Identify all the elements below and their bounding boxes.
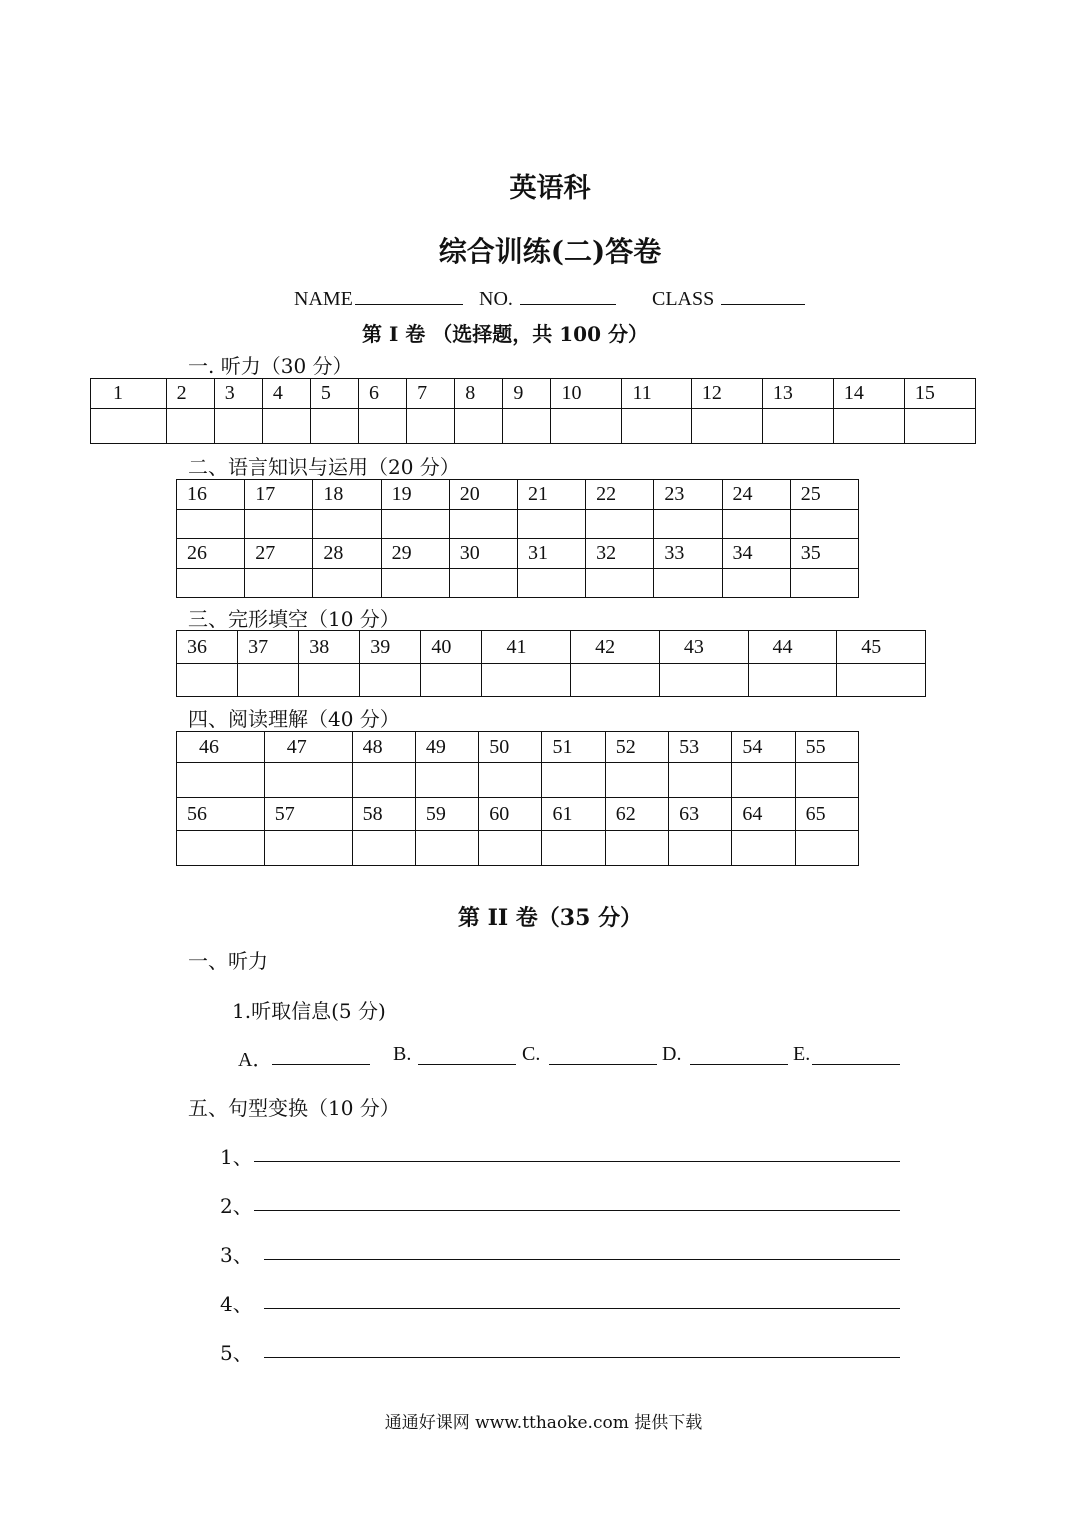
answer-cell[interactable] [264,831,352,866]
answer-cell[interactable] [732,831,795,866]
answer-cell[interactable] [654,510,722,539]
question-number-row [177,539,859,569]
answer-cell[interactable] [177,569,245,598]
answer-row [91,409,976,444]
transform-answer-line[interactable] [264,1308,900,1309]
question-number: 60 [479,798,542,831]
answer-sheet-title: 综合训练(二)答卷 [438,235,662,268]
answer-cell[interactable] [449,569,517,598]
question-number: 59 [415,798,478,831]
option-a-blank[interactable] [272,1064,370,1065]
question-number: 30 [449,539,517,569]
answer-cell[interactable] [299,664,360,697]
question-number: 24 [722,480,790,510]
section-cloze-label: 三、完形填空（10 分） [188,607,400,631]
transform-item-number: 5、 [220,1341,253,1365]
question-number: 52 [605,732,668,763]
class-field[interactable] [652,286,805,311]
answer-cell[interactable] [455,409,503,444]
question-number-row [177,631,926,664]
answer-cell[interactable] [586,510,654,539]
subject-title: 英语科 [509,173,591,204]
option-e-blank[interactable] [812,1064,900,1065]
answer-cell[interactable] [669,831,732,866]
option-d-label: D. [662,1043,682,1065]
answer-cell[interactable] [732,763,795,798]
section-language-label: 二、语言知识与运用（20 分） [188,455,460,479]
answer-cell[interactable] [904,409,975,444]
option-e-label: E. [793,1043,811,1065]
question-number: 58 [352,798,415,831]
question-number: 42 [571,631,660,664]
question-number: 45 [837,631,926,664]
answer-cell[interactable] [264,763,352,798]
question-number: 9 [503,379,551,409]
answer-cell[interactable] [748,664,837,697]
answer-cell[interactable] [245,569,313,598]
question-number: 2 [166,379,214,409]
answer-cell[interactable] [586,569,654,598]
option-b-blank[interactable] [418,1064,516,1065]
question-number: 40 [421,631,482,664]
question-number: 50 [479,732,542,763]
answer-cell[interactable] [669,763,732,798]
question-number: 32 [586,539,654,569]
question-number-row [177,798,859,831]
answer-cell[interactable] [381,569,449,598]
question-number: 37 [238,631,299,664]
answer-cell[interactable] [762,409,833,444]
answer-cell[interactable] [479,831,542,866]
answer-cell[interactable] [359,409,407,444]
answer-cell[interactable] [517,569,585,598]
question-number: 38 [299,631,360,664]
part2-info-label: 1.听取信息(5 分) [232,999,386,1023]
answer-cell[interactable] [245,510,313,539]
answer-cell[interactable] [503,409,551,444]
question-number: 7 [407,379,455,409]
question-number: 27 [245,539,313,569]
question-number: 51 [542,732,605,763]
answer-cell[interactable] [833,409,904,444]
question-number: 21 [517,480,585,510]
question-number-row [177,480,859,510]
question-number: 4 [262,379,310,409]
answer-cell[interactable] [795,831,858,866]
answer-cell[interactable] [238,664,299,697]
transform-answer-line[interactable] [254,1210,900,1211]
answer-grid-cloze [176,630,926,697]
answer-row [177,664,926,697]
answer-cell[interactable] [310,409,358,444]
answer-cell[interactable] [795,763,858,798]
question-number: 53 [669,732,732,763]
answer-cell[interactable] [479,763,542,798]
question-number: 64 [732,798,795,831]
answer-cell[interactable] [352,831,415,866]
question-number: 18 [313,480,381,510]
question-number: 55 [795,732,858,763]
answer-cell[interactable] [177,510,245,539]
question-number: 17 [245,480,313,510]
answer-row [177,831,859,866]
question-number: 49 [415,732,478,763]
question-number: 12 [691,379,762,409]
transform-answer-line[interactable] [264,1259,900,1260]
part1-heading: 第 I 卷 （选择题，共 100 分） [362,322,648,346]
option-c-blank[interactable] [549,1064,657,1065]
answer-cell[interactable] [790,569,858,598]
question-number: 41 [482,631,571,664]
transform-section-label: 五、句型变换（10 分） [188,1096,400,1120]
name-field[interactable] [294,286,463,311]
answer-cell[interactable] [91,409,167,444]
answer-cell[interactable] [542,763,605,798]
question-number: 35 [790,539,858,569]
name-label: NAME [294,288,353,310]
answer-cell[interactable] [482,664,571,697]
question-number: 29 [381,539,449,569]
transform-item-number: 1、 [220,1145,253,1169]
question-number: 43 [659,631,748,664]
transform-item-number: 4、 [220,1292,253,1316]
question-number: 14 [833,379,904,409]
answer-cell[interactable] [415,763,478,798]
answer-cell[interactable] [542,831,605,866]
footer-credit: 通通好课网 www.tthaoke.com 提供下载 [384,1413,703,1433]
transform-answer-line[interactable] [264,1357,900,1358]
number-field[interactable] [479,286,616,311]
question-number: 10 [551,379,622,409]
question-number: 13 [762,379,833,409]
answer-cell[interactable] [722,510,790,539]
question-number: 56 [177,798,265,831]
question-number: 34 [722,539,790,569]
answer-cell[interactable] [381,510,449,539]
answer-cell[interactable] [352,763,415,798]
answer-cell[interactable] [313,569,381,598]
question-number: 15 [904,379,975,409]
question-number: 33 [654,539,722,569]
question-number: 8 [455,379,503,409]
answer-cell[interactable] [214,409,262,444]
answer-cell[interactable] [177,831,265,866]
option-c-label: C. [522,1043,541,1065]
answer-row [177,569,859,598]
question-number: 19 [381,480,449,510]
answer-cell[interactable] [421,664,482,697]
class-label: CLASS [652,288,715,310]
question-number: 28 [313,539,381,569]
answer-cell[interactable] [177,664,238,697]
answer-cell[interactable] [177,763,265,798]
question-number: 31 [517,539,585,569]
question-number: 23 [654,480,722,510]
question-number: 65 [795,798,858,831]
answer-cell[interactable] [551,409,622,444]
question-number: 22 [586,480,654,510]
answer-row [177,510,859,539]
answer-cell[interactable] [166,409,214,444]
question-number: 1 [91,379,167,409]
question-number: 47 [264,732,352,763]
question-number: 48 [352,732,415,763]
question-number-row [177,732,859,763]
answer-cell[interactable] [790,510,858,539]
part2-heading: 第 II 卷（35 分） [457,905,643,931]
answer-cell[interactable] [407,409,455,444]
question-number: 36 [177,631,238,664]
question-number: 3 [214,379,262,409]
transform-answer-line[interactable] [254,1161,900,1162]
answer-grid-reading [176,731,859,866]
answer-cell[interactable] [622,409,691,444]
question-number: 20 [449,480,517,510]
question-number: 5 [310,379,358,409]
answer-cell[interactable] [313,510,381,539]
question-number: 16 [177,480,245,510]
answer-cell[interactable] [415,831,478,866]
question-number: 44 [748,631,837,664]
answer-cell[interactable] [659,664,748,697]
transform-item-number: 2、 [220,1194,253,1218]
number-label: NO. [479,288,513,310]
answer-cell[interactable] [605,831,668,866]
answer-cell[interactable] [605,763,668,798]
answer-row [177,763,859,798]
answer-cell[interactable] [571,664,660,697]
option-d-blank[interactable] [690,1064,788,1065]
section-listening-label: 一. 听力（30 分） [188,354,353,378]
question-number: 11 [622,379,691,409]
question-number: 61 [542,798,605,831]
question-number: 25 [790,480,858,510]
option-b-label: B. [393,1043,412,1065]
part2-listening-label: 一、听力 [188,949,268,973]
transform-item-number: 3、 [220,1243,253,1267]
question-number: 39 [360,631,421,664]
answer-grid-listening [90,378,976,444]
question-number: 6 [359,379,407,409]
answer-cell[interactable] [517,510,585,539]
answer-cell[interactable] [837,664,926,697]
answer-cell[interactable] [449,510,517,539]
question-number: 46 [177,732,265,763]
question-number: 57 [264,798,352,831]
question-number: 54 [732,732,795,763]
question-number: 62 [605,798,668,831]
answer-cell[interactable] [360,664,421,697]
answer-cell[interactable] [262,409,310,444]
answer-cell[interactable] [654,569,722,598]
answer-cell[interactable] [691,409,762,444]
question-number-row [91,379,976,409]
question-number: 63 [669,798,732,831]
section-reading-label: 四、阅读理解（40 分） [188,707,400,731]
answer-grid-language [176,479,859,598]
option-a-label: A． [238,1049,273,1071]
answer-cell[interactable] [722,569,790,598]
question-number: 26 [177,539,245,569]
